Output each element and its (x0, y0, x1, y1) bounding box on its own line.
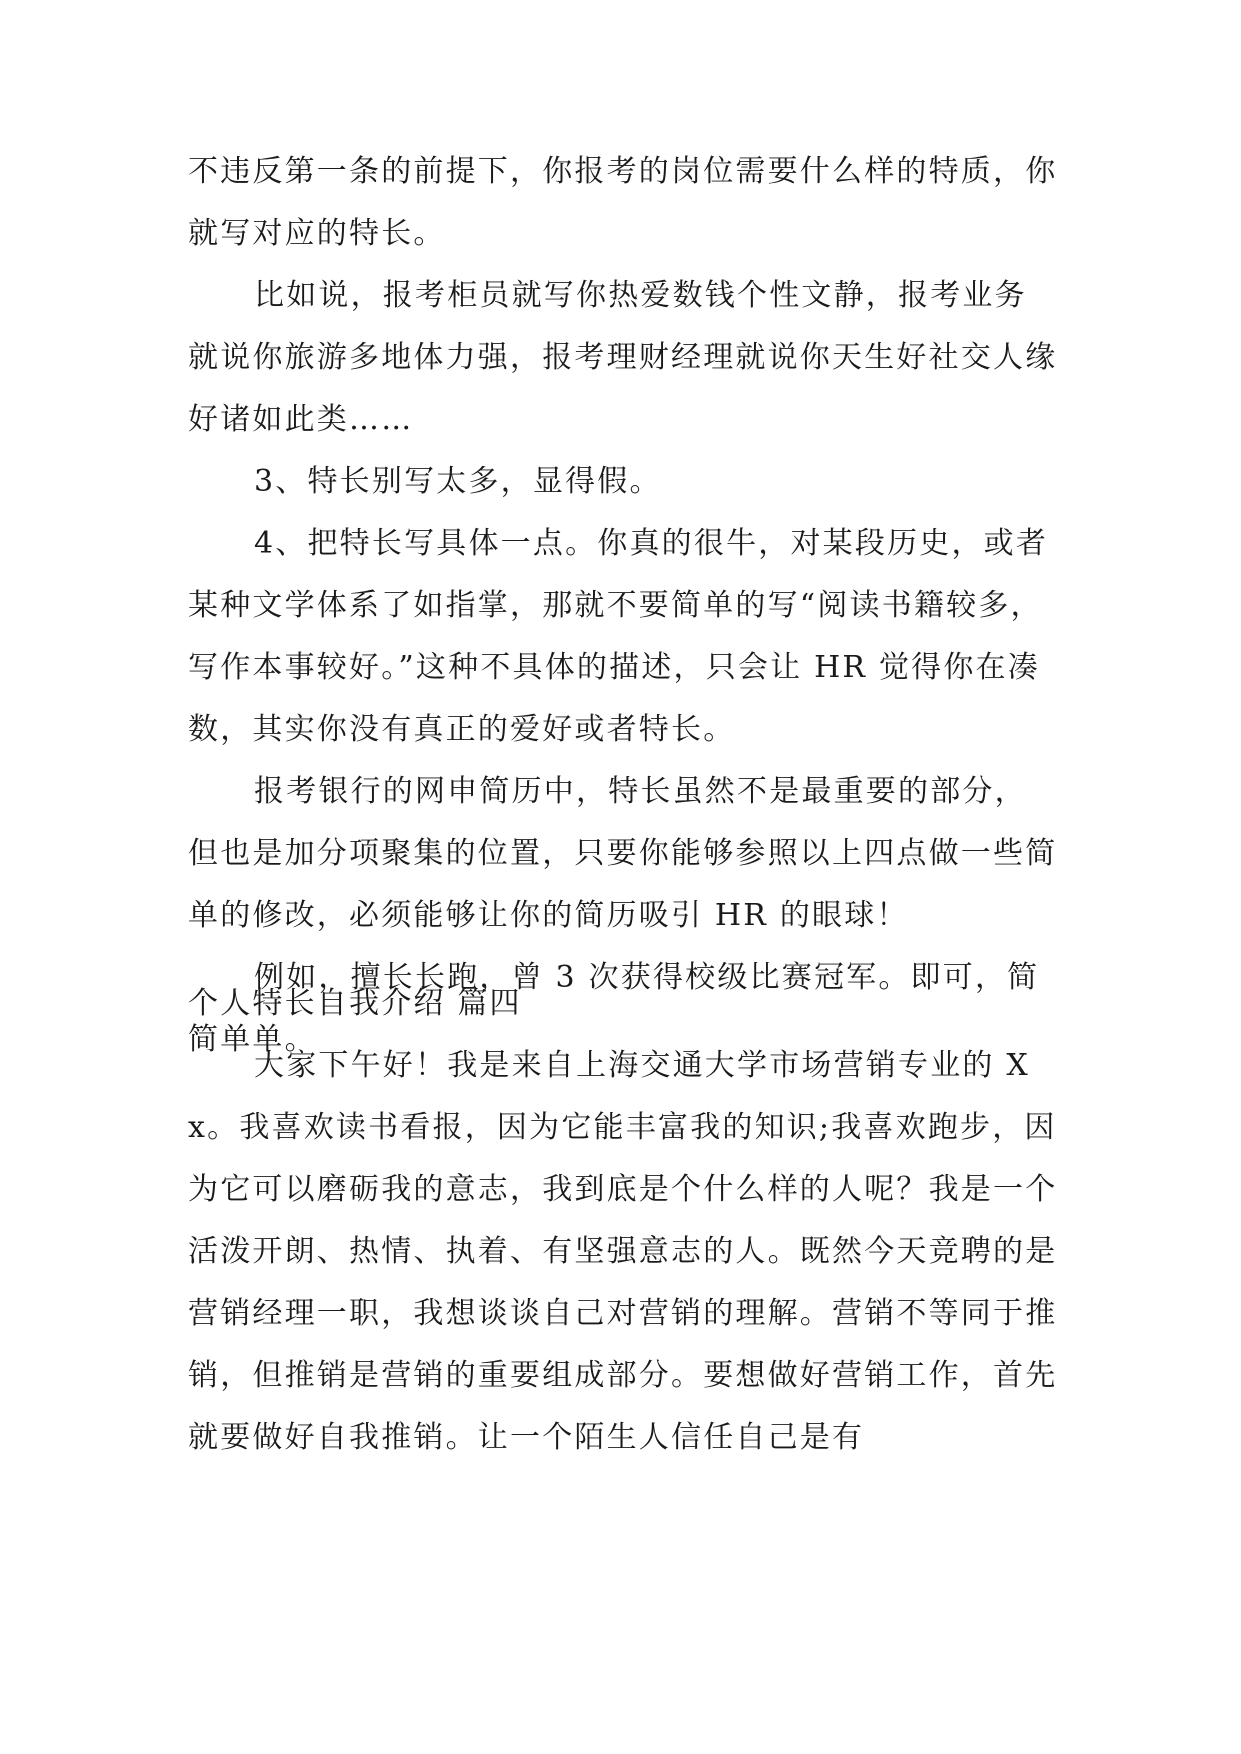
section-bottom (188, 973, 1058, 1469)
paragraph-example-positions: 比如说，报考柜员就写你热爱数钱个性文静，报考业务就说你旅游多地体力强，报考理财经理就说你天生好社交人缘好诸如此类…… (188, 278, 1058, 437)
paragraph-summary: 报考银行的网申简历中，特长虽然不是最重要的部分，但也是加分项聚集的位置，只要你能够参照以上四点做一些简单的修改，必须能够让你的简历吸引 HR 的眼球！ (188, 774, 1058, 933)
paragraph-point-3: 3、特长别写太多，显得假。 (254, 464, 662, 499)
paragraph-example-running: 例如，擅长长跑，曾 3 次获得校级比赛冠军。即可，简简单单。 (188, 960, 1040, 1057)
section-heading: 个人特长自我介绍 篇四 (188, 986, 522, 1021)
paragraph-point-4: 4、把特长写具体一点。你真的很牛，对某段历史，或者某种文学体系了如指掌，那就不要简单的写“阅读书籍较多，写作本事较好。”这种不具体的描述，只会让 HR 觉得你在凑数，其实你没有真正的爱好或者特长。 (188, 526, 1049, 747)
paragraph-self-introduction: 大家下午好！我是来自上海交通大学市场营销专业的 Xx。我喜欢读书看报，因为它能丰富我的知识;我喜欢跑步，因为它可以磨砺我的意志，我到底是个什么样的人呢？我是一个活泼开朗、热情、执着、有坚强意志的人。既然今天竞聘的是营销经理一职，我想谈谈自己对营销的理解。营销不等同于推销，但推销是营销的重要组成部分。要想做好营销工作，首先就要做好自我推销。让一个陌生人信任自己是有 (188, 1048, 1058, 1455)
paragraph-continuation: 不违反第一条的前提下，你报考的岗位需要什么样的特质，你就写对应的特长。 (188, 154, 1058, 251)
section-top (188, 141, 1058, 1071)
